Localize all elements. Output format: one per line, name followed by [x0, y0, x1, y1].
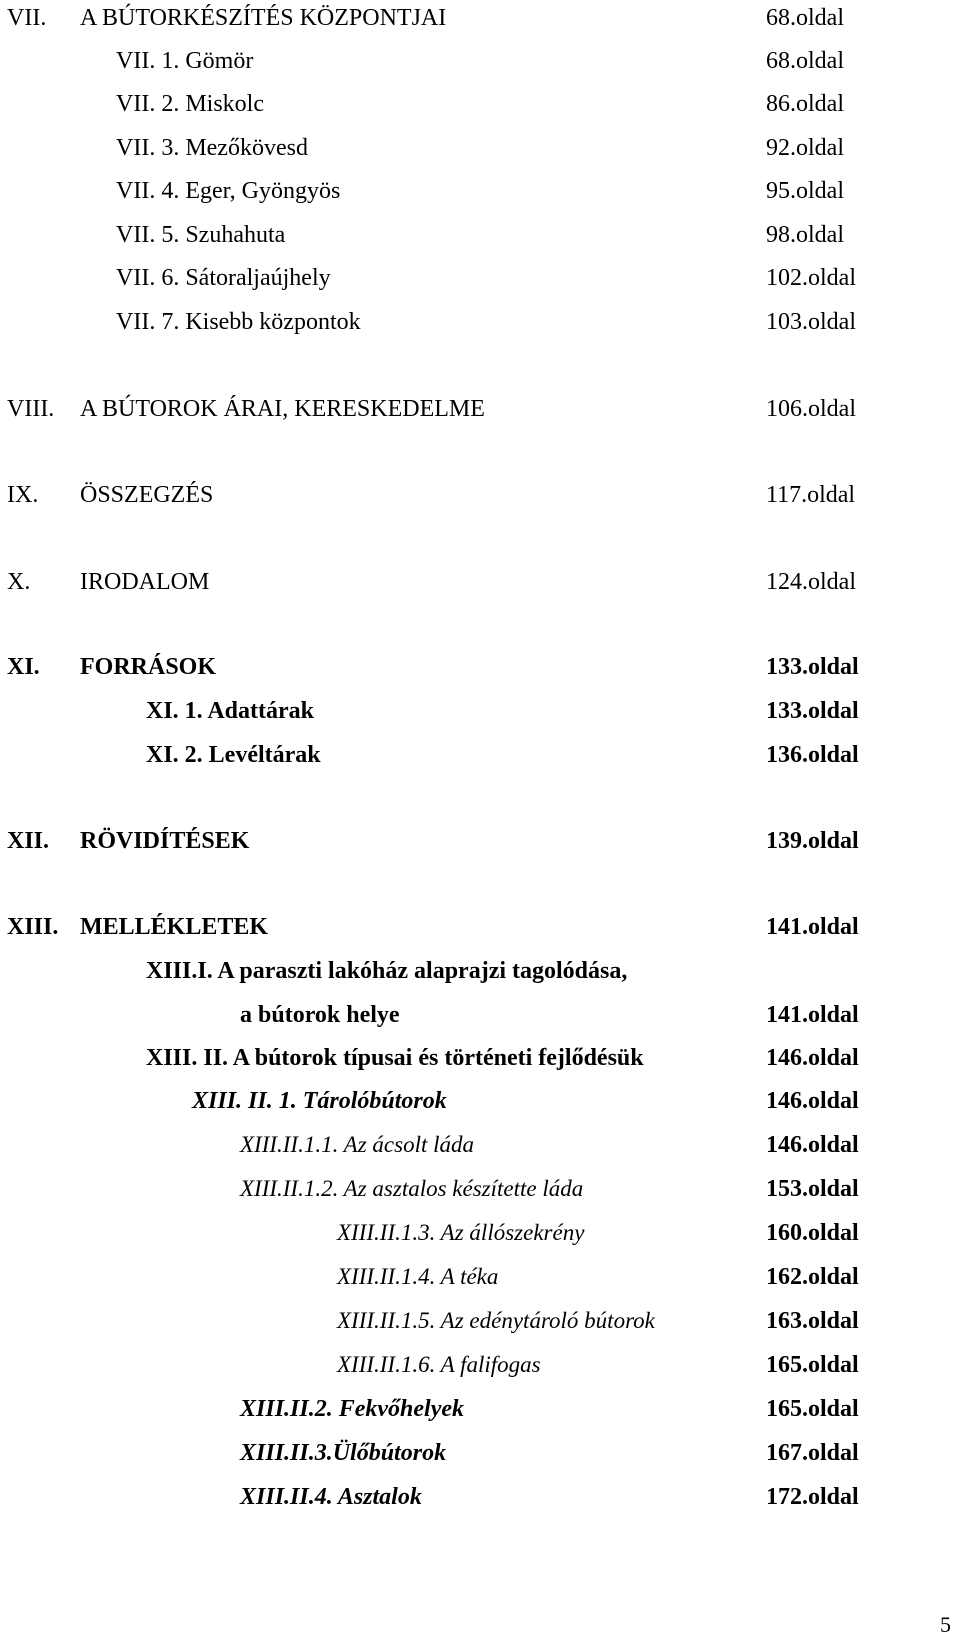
subsection-title: XIII. II. 1. Tárolóbútorok	[192, 1088, 447, 1114]
page-reference: 172.oldal	[766, 1484, 859, 1510]
chapter-number: VIII.	[7, 396, 55, 422]
page-reference: 103.oldal	[766, 309, 856, 335]
page-reference: 165.oldal	[766, 1396, 859, 1422]
section-title: VII. 7. Kisebb központok	[116, 309, 361, 335]
page-reference: 162.oldal	[766, 1264, 859, 1290]
page-reference: 139.oldal	[766, 828, 859, 854]
chapter-number: XII.	[7, 828, 50, 854]
section-title: VII. 3. Mezőkövesd	[116, 135, 308, 161]
chapter-number: XIII.	[7, 914, 59, 940]
chapter-number: IX.	[7, 482, 39, 508]
subsection-title: XIII.II.2. Fekvőhelyek	[240, 1396, 464, 1422]
page-reference: 98.oldal	[766, 222, 844, 248]
chapter-title: ÖSSZEGZÉS	[80, 482, 214, 508]
page-reference: 146.oldal	[766, 1088, 859, 1114]
page-reference: 95.oldal	[766, 178, 844, 204]
chapter-number: X.	[7, 569, 31, 595]
subsubsection-title: XIII.II.1.1. Az ácsolt láda	[240, 1132, 475, 1157]
page-reference: 106.oldal	[766, 396, 856, 422]
page-reference: 124.oldal	[766, 569, 856, 595]
section-title: VII. 2. Miskolc	[116, 91, 264, 117]
page-reference: 68.oldal	[766, 5, 844, 31]
page-reference: 92.oldal	[766, 135, 844, 161]
chapter-title: FORRÁSOK	[80, 654, 217, 680]
section-title: VII. 4. Eger, Gyöngyös	[116, 178, 341, 204]
chapter-title: A BÚTOROK ÁRAI, KERESKEDELME	[80, 396, 485, 422]
page-reference: 86.oldal	[766, 91, 844, 117]
chapter-title: IRODALOM	[80, 569, 210, 595]
section-title: VII. 6. Sátoraljaújhely	[116, 265, 331, 291]
page-reference: 160.oldal	[766, 1220, 859, 1246]
page-reference: 167.oldal	[766, 1440, 859, 1466]
subsubsection-title: XIII.II.1.2. Az asztalos készítette láda	[240, 1176, 584, 1201]
chapter-title: RÖVIDÍTÉSEK	[80, 828, 250, 854]
page-reference: 133.oldal	[766, 654, 859, 680]
page-reference: 133.oldal	[766, 698, 859, 724]
section-title: VII. 1. Gömör	[116, 48, 254, 74]
page-reference: 163.oldal	[766, 1308, 859, 1334]
subsubsection-title: XIII.II.1.5. Az edénytároló bútorok	[337, 1308, 655, 1333]
subsubsection-title: XIII.II.1.6. A falifogas	[337, 1352, 541, 1377]
page-reference: 146.oldal	[766, 1045, 859, 1071]
chapter-number: VII.	[7, 5, 47, 31]
subsection-title: XIII.II.3.Ülőbútorok	[240, 1440, 447, 1466]
section-title: XI. 2. Levéltárak	[146, 742, 321, 768]
section-title: VII. 5. Szuhahuta	[116, 222, 286, 248]
page-reference: 146.oldal	[766, 1132, 859, 1158]
section-title-continuation: a bútorok helye	[240, 1002, 400, 1028]
section-title: XIII.I. A paraszti lakóház alaprajzi tagolódása,	[146, 958, 628, 984]
page-reference: 117.oldal	[766, 482, 856, 508]
subsubsection-title: XIII.II.1.3. Az állószekrény	[337, 1220, 585, 1245]
page-reference: 68.oldal	[766, 48, 844, 74]
chapter-title: MELLÉKLETEK	[80, 914, 269, 940]
page-reference: 102.oldal	[766, 265, 856, 291]
page-reference: 141.oldal	[766, 914, 859, 940]
page-number: 5	[940, 1612, 951, 1637]
page-reference: 153.oldal	[766, 1176, 859, 1202]
page-reference: 136.oldal	[766, 742, 859, 768]
chapter-number: XI.	[7, 654, 40, 680]
chapter-title: A BÚTORKÉSZÍTÉS KÖZPONTJAI	[80, 5, 447, 31]
page-reference: 165.oldal	[766, 1352, 859, 1378]
page-reference: 141.oldal	[766, 1002, 859, 1028]
subsubsection-title: XIII.II.1.4. A téka	[337, 1264, 499, 1289]
section-title: XI. 1. Adattárak	[146, 698, 315, 724]
subsection-title: XIII.II.4. Asztalok	[240, 1484, 422, 1510]
section-title: XIII. II. A bútorok típusai és történeti fejlődésük	[146, 1045, 644, 1071]
